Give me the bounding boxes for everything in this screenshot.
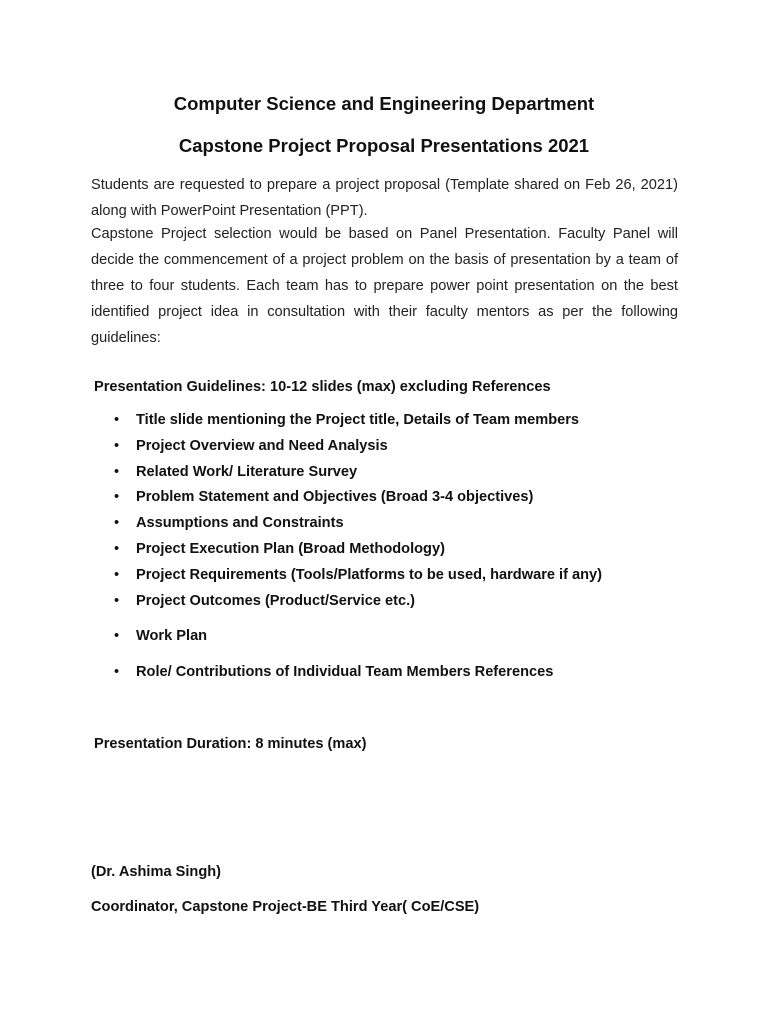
guidelines-heading: Presentation Guidelines: 10-12 slides (max) excluding References [94,379,551,395]
signatory-role: Coordinator, Capstone Project-BE Third Year( CoE/CSE) [91,899,480,915]
department-title: Computer Science and Engineering Department [173,93,595,114]
bullet-icon: • [114,412,120,428]
list-item-label: Related Work/ Literature Survey [136,464,358,480]
list-item [114,628,207,644]
list-item [114,664,553,680]
bullet-icon: • [114,464,120,480]
bullet-icon: • [114,628,120,644]
list-item [114,489,533,505]
list-item [114,515,344,531]
list-item-label: Project Outcomes (Product/Service etc.) [136,593,415,609]
duration-heading: Presentation Duration: 8 minutes (max) [94,736,367,752]
list-item-label: Role/ Contributions of Individual Team Members References [136,664,554,680]
list-item [114,412,579,428]
bullet-icon: • [114,541,120,557]
bullet-icon: • [114,567,120,583]
event-title: Capstone Project Proposal Presentations 2021 [178,135,590,156]
list-item [114,541,445,557]
list-item [114,567,602,583]
list-item-label: Assumptions and Constraints [136,515,344,531]
list-item-label: Project Requirements (Tools/Platforms to be used, hardware if any) [136,567,603,583]
list-item [114,438,388,454]
list-item [114,464,357,480]
bullet-icon: • [114,593,120,609]
list-item-label: Problem Statement and Objectives (Broad 3-4 objectives) [136,489,534,505]
list-item-label: Project Overview and Need Analysis [136,438,388,454]
intro-paragraph-1: Students are requested to prepare a project proposal (Template shared on Feb 26, 2021) along with PowerPoint Presentation (PPT). [91,177,678,219]
bullet-icon: • [114,489,120,505]
list-item-label: Project Execution Plan (Broad Methodology) [136,541,445,557]
bullet-icon: • [114,515,120,531]
list-item-label: Work Plan [136,628,208,644]
bullet-icon: • [114,664,120,680]
signatory-name: (Dr. Ashima Singh) [91,864,222,880]
intro-paragraph-2: Capstone Project selection would be based on Panel Presentation. Faculty Panel will decide the commencement of a project problem on the basis of presentation by a team of three to four students. Each team has to prepare power point presentation on the best identified project idea in consultation with their faculty mentors as per the following guidelines: [91,226,678,346]
list-item [114,593,415,609]
list-item-label: Title slide mentioning the Project title, Details of Team members [136,412,580,428]
bullet-icon: • [114,438,120,454]
